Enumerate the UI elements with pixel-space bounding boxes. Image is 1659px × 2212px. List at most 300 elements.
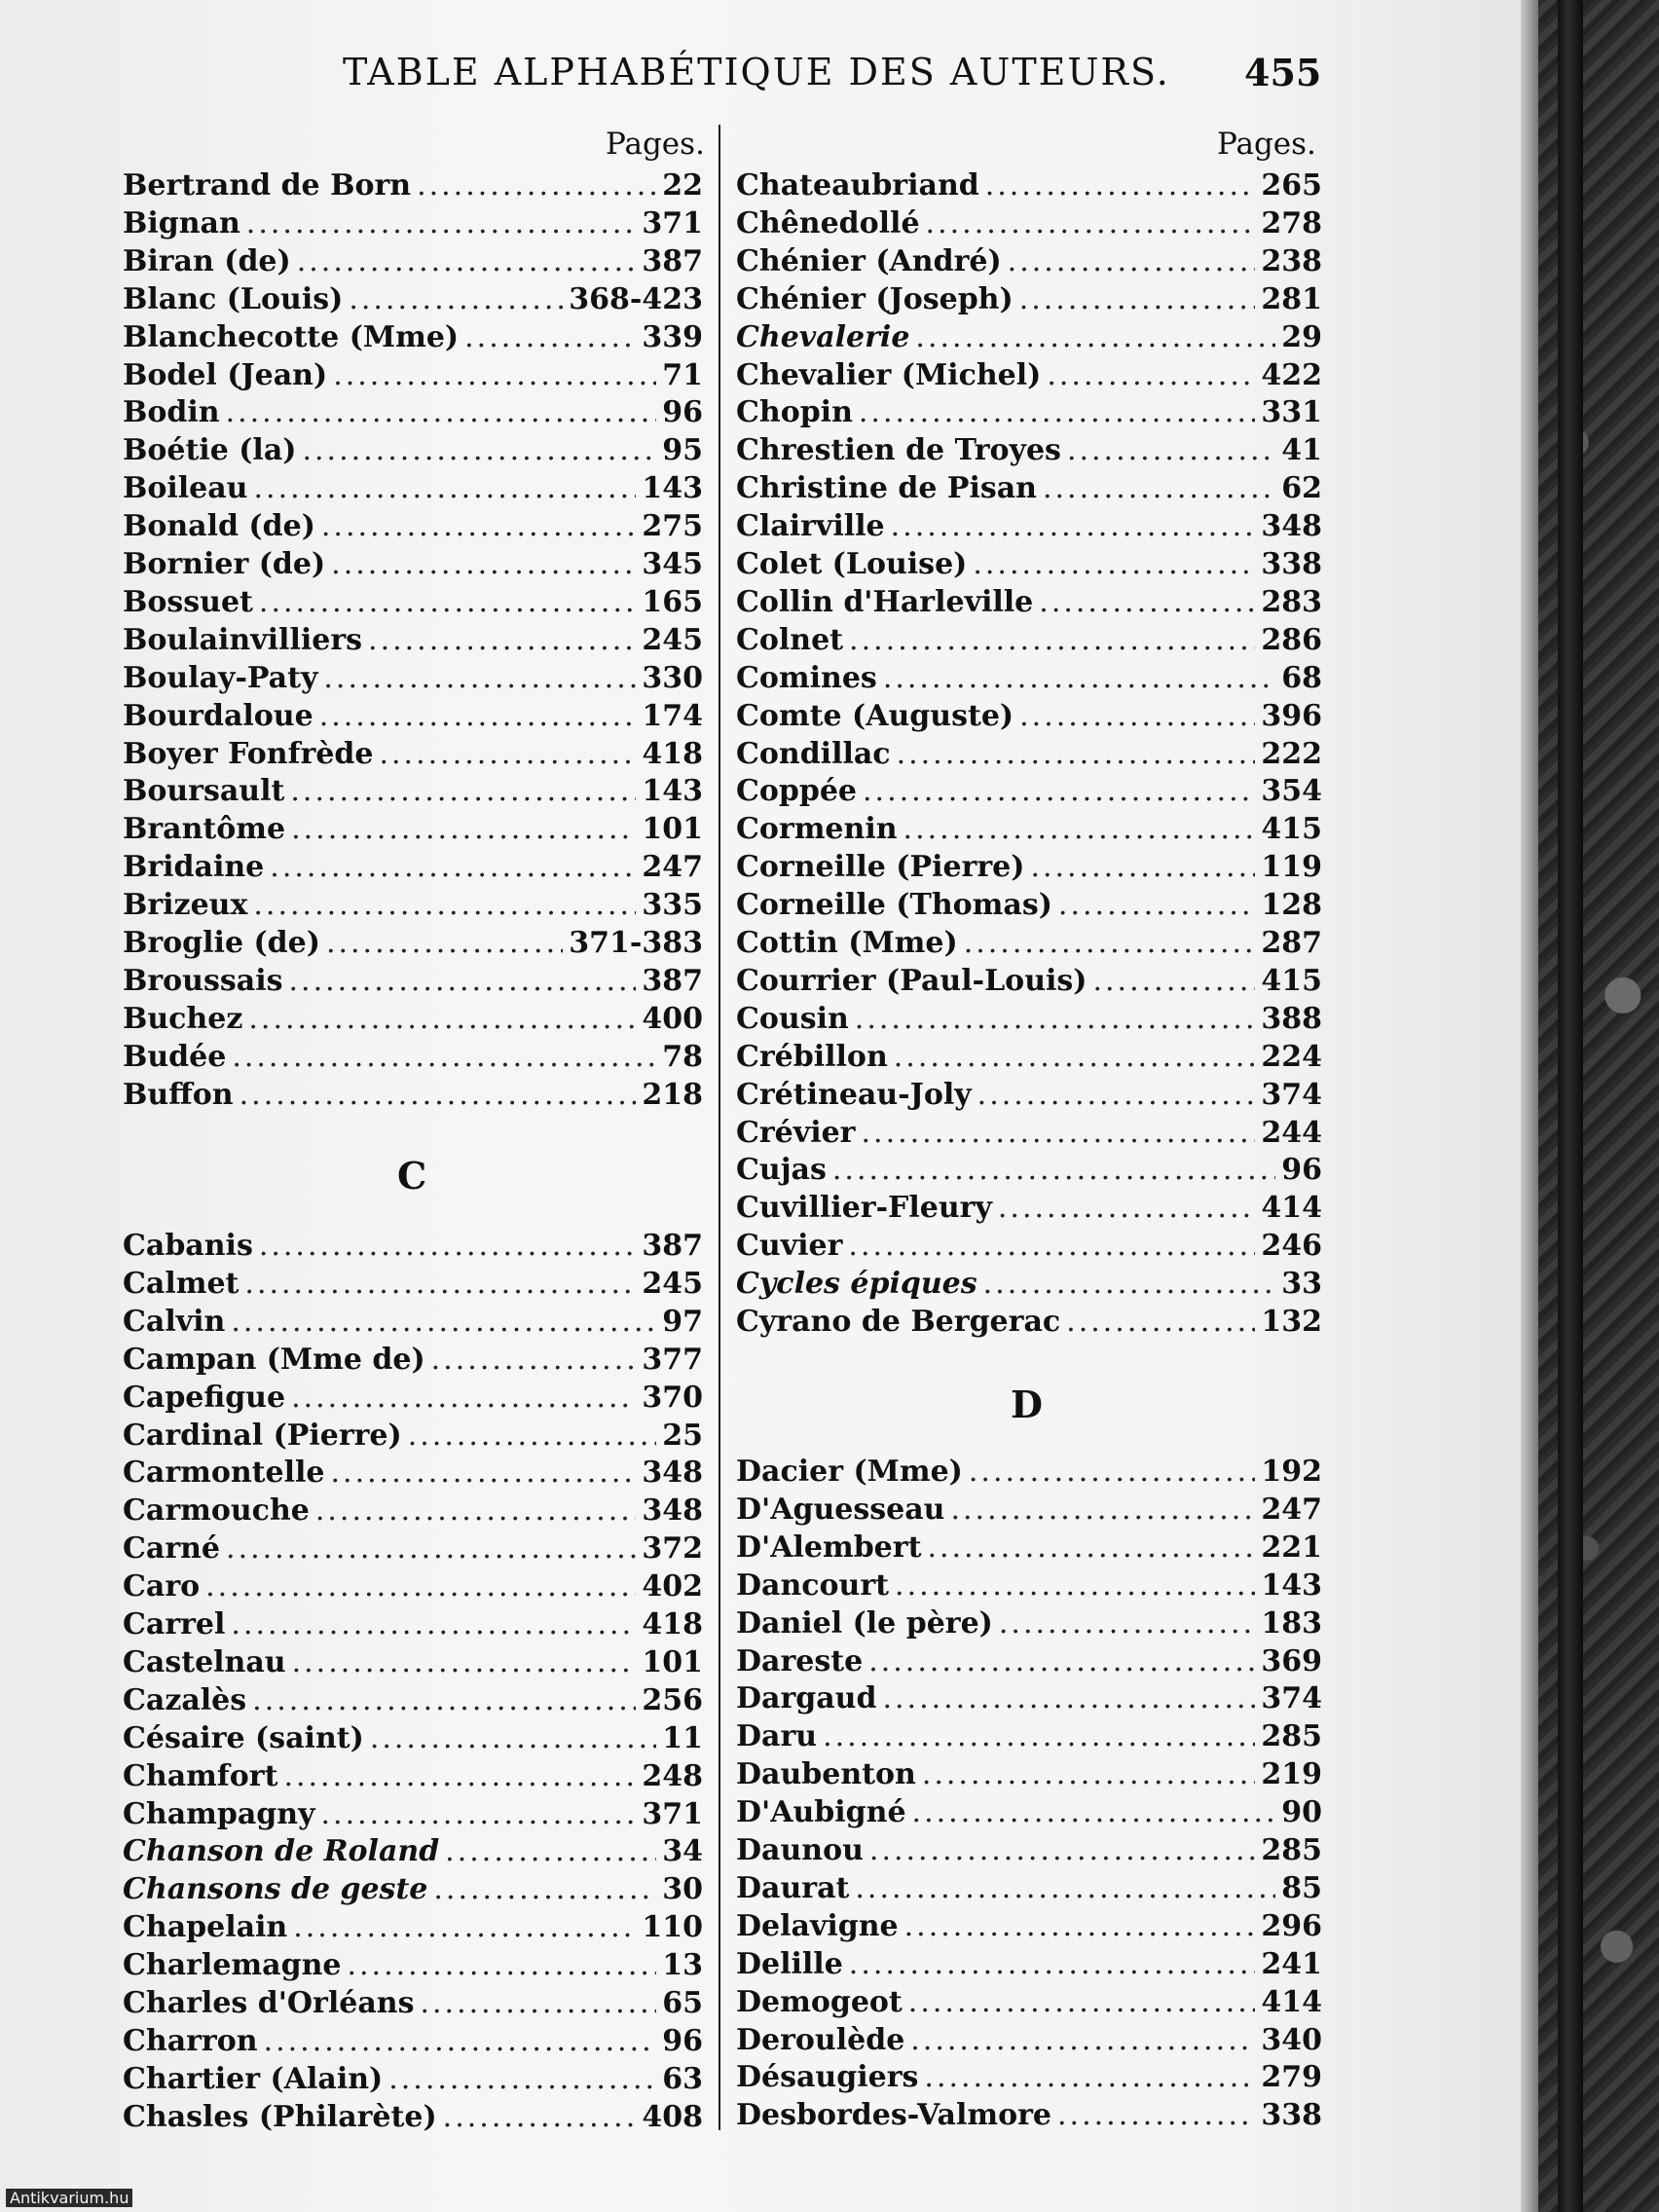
entry-name: Carrel [123,1607,226,1641]
index-entry [736,433,1322,470]
entry-page: 183 [1261,1605,1322,1641]
index-entry [736,1229,1322,1266]
index-entry [736,1267,1322,1304]
entry-page: 400 [642,1001,703,1036]
entry-page: 408 [642,2099,703,2134]
leader-dots [388,2062,656,2096]
entry-page: 279 [1261,2060,1322,2095]
entry-page: 132 [1261,1305,1322,1339]
entry-page: 387 [642,243,703,278]
entry-page: 348 [642,1493,703,1529]
index-entry [736,1305,1322,1342]
leader-dots [1058,888,1255,922]
entry-page: 96 [662,2023,703,2058]
entry-name: Dargaud [736,1681,877,1716]
entry-name: Boursault [123,774,285,809]
leader-dots [246,206,637,240]
leader-dots [926,206,1256,240]
leader-dots [869,1833,1255,1867]
entry-name: Crébillon [736,1039,888,1074]
index-entry [123,358,703,395]
entry-name: Dacier (Mme) [736,1455,963,1489]
entry-name: Carmontelle [123,1456,325,1491]
entry-name: Bourdaloue [123,698,313,733]
entry-name: Chevalerie [736,319,910,354]
entry-name: Chevalier (Michel) [736,357,1042,392]
pages-label-right: Pages. [1217,127,1316,162]
leader-dots [910,2023,1255,2057]
entry-name: Daubenton [736,1757,916,1792]
entry-name: Chopin [736,395,853,430]
leader-dots [331,547,636,581]
leader-dots [231,1305,656,1339]
index-entry [123,623,703,660]
index-entry [123,812,703,849]
watermark: Antikvarium.hu [6,2189,132,2207]
entry-name: Biran (de) [123,243,291,278]
entry-name: Christine de Pisan [736,471,1037,506]
entry-page: 62 [1281,471,1322,506]
entry-name: Bridaine [123,850,265,885]
index-entry [736,1947,1322,1984]
entry-page: 65 [662,1986,703,2020]
entry-page: 348 [642,1456,703,1491]
leader-dots [855,1871,1275,1905]
entry-name: Cottin (Mme) [736,926,958,960]
entry-page: 372 [642,1531,703,1567]
index-entry [123,1683,703,1720]
entry-page: 338 [1261,2098,1322,2133]
index-entry [736,964,1322,1001]
index-entry [123,1645,703,1682]
entry-name: D'Alembert [736,1530,922,1565]
entry-name: Chasles (Philarète) [123,2099,437,2134]
index-entry [123,699,703,736]
index-entry [736,1568,1322,1605]
entry-page: 143 [642,774,703,809]
entry-name: Cyrano de Bergerac [736,1305,1061,1339]
entry-page: 339 [642,319,703,354]
leader-dots [226,1531,636,1566]
entry-page: 370 [642,1380,703,1415]
entry-page: 285 [1261,1719,1322,1754]
entry-page: 245 [642,622,703,657]
entry-page: 68 [1281,660,1322,695]
leader-dots [445,1834,656,1868]
entry-page: 275 [642,509,703,544]
entry-page: 374 [1261,1681,1322,1716]
entry-name: Daru [736,1719,818,1754]
index-entry [123,1381,703,1418]
entry-page: 22 [662,168,703,203]
leader-dots [912,1795,1276,1829]
leader-dots [1066,1305,1255,1339]
leader-dots [1067,433,1275,467]
leader-dots [848,1229,1255,1263]
leader-dots [349,282,563,316]
entry-name: Broglie (de) [123,926,320,960]
index-entry [123,1305,703,1342]
entry-name: Coppée [736,774,858,809]
entry-page: 85 [1281,1870,1322,1905]
entry-name: Boulay-Paty [123,660,318,695]
entry-name: Caro [123,1569,201,1604]
leader-dots [291,812,636,846]
entry-name: Colnet [736,622,844,657]
leader-dots [862,1116,1256,1150]
leader-dots [253,888,636,922]
index-entry [736,1116,1322,1153]
leader-dots [849,623,1255,657]
entry-name: Chanson de Roland [123,1834,440,1869]
leader-dots [291,1381,636,1415]
entry-name: Chartier (Alain) [123,2061,384,2096]
index-entry [123,1343,703,1380]
entry-page: 13 [662,1948,703,1983]
leader-dots [379,737,636,771]
leader-dots [302,433,656,467]
index-entry [736,1795,1322,1832]
entry-name: D'Aguesseau [736,1492,945,1527]
leader-dots [270,850,636,884]
entry-page: 90 [1281,1795,1322,1830]
index-entry [736,471,1322,508]
index-entry [736,1153,1322,1190]
index-entry [736,509,1322,546]
index-entry [736,737,1322,774]
leader-dots [977,1078,1256,1112]
entry-name: Cycles épiques [736,1267,977,1302]
leader-dots [868,1644,1255,1678]
leader-dots [859,395,1255,429]
entry-page: 354 [1261,774,1322,809]
entry-page: 101 [642,1644,703,1679]
index-entry [123,282,703,319]
entry-page: 387 [642,1229,703,1263]
entry-name: Cardinal (Pierre) [123,1418,402,1453]
entry-name: Bertrand de Born [123,168,412,203]
index-entry [736,1191,1322,1228]
index-entry [736,2060,1322,2097]
leader-dots [897,737,1256,771]
entry-name: Bornier (de) [123,547,326,581]
leader-dots [259,1229,637,1263]
entry-name: Castelnau [123,1644,286,1679]
entry-page: 283 [1261,584,1322,619]
index-entry [123,395,703,432]
entry-name: Brantôme [123,812,286,847]
entry-page: 33 [1281,1267,1322,1302]
index-entry [736,1455,1322,1492]
leader-dots [883,661,1275,695]
entry-name: Cousin [736,1001,849,1036]
entry-page: 119 [1261,850,1322,885]
entry-page: 63 [662,2061,703,2096]
index-entry [736,395,1322,432]
leader-dots [264,2024,657,2058]
entry-name: Campan (Mme de) [123,1342,425,1377]
leader-dots [903,812,1256,846]
leader-dots [1057,2098,1255,2132]
index-entry [123,471,703,508]
leader-dots [431,1343,637,1377]
leader-dots [1030,850,1255,884]
entry-page: 418 [642,1607,703,1641]
leader-dots [922,1757,1256,1791]
index-entry [736,1493,1322,1530]
entry-page: 248 [642,1758,703,1793]
leader-dots [347,1948,656,1982]
index-entry [123,1419,703,1456]
leader-dots [321,509,636,543]
entry-page: 402 [642,1569,703,1604]
entry-page: 71 [662,357,703,392]
entry-page: 96 [1281,1153,1322,1188]
entry-name: Boulainvilliers [123,622,363,657]
entry-page: 256 [642,1682,703,1717]
index-entry [736,1078,1322,1115]
entry-page: 222 [1261,736,1322,771]
index-entry [736,1909,1322,1946]
entry-name: Chénier (Joseph) [736,281,1014,316]
entry-name: Calmet [123,1266,240,1301]
entry-name: Buffon [123,1077,234,1112]
index-entry [736,282,1322,319]
index-entry [123,1040,703,1077]
marbled-cover [1538,0,1659,2212]
index-entry [123,1493,703,1530]
leader-dots [319,699,637,733]
entry-page: 241 [1261,1946,1322,1981]
entry-name: D'Aubigné [736,1795,906,1830]
index-entry [123,2024,703,2061]
leader-dots [855,1002,1256,1036]
entry-page: 101 [642,812,703,847]
index-entry [736,585,1322,622]
index-entry [123,1531,703,1568]
leader-dots [882,1681,1255,1715]
entry-name: Chateaubriand [736,168,979,203]
index-entry [736,2098,1322,2135]
leader-dots [1043,471,1275,505]
index-entry [736,1833,1322,1870]
index-entry [123,1986,703,2023]
entry-page: 387 [642,963,703,998]
index-entry [736,547,1322,584]
leader-dots [254,471,637,505]
index-entry [123,1078,703,1115]
index-entry [123,320,703,357]
entry-page: 377 [642,1342,703,1377]
entry-page: 338 [1261,547,1322,581]
leader-dots [1047,358,1255,392]
entry-page: 296 [1261,1908,1322,1943]
leader-dots [417,168,656,203]
entry-page: 414 [1261,1191,1322,1226]
leader-dots [232,1040,656,1074]
entry-name: Chênedollé [736,205,920,240]
index-entry [123,1872,703,1909]
entry-page: 34 [662,1834,703,1869]
index-entry [123,1797,703,1834]
entry-page: 174 [642,698,703,733]
entry-name: Césaire (saint) [123,1720,364,1755]
entry-page: 281 [1261,281,1322,316]
index-entry [736,2023,1322,2060]
index-entry [123,774,703,811]
entry-name: Comte (Auguste) [736,698,1014,733]
entry-name: Cazalès [123,1682,247,1717]
entry-name: Colet (Louise) [736,547,968,581]
index-entry [736,1985,1322,2022]
entry-name: Dareste [736,1643,864,1678]
index-entry [736,244,1322,281]
leader-dots [443,2100,637,2134]
entry-name: Champagny [123,1796,315,1831]
index-entry [123,509,703,546]
leader-dots [323,661,636,695]
leader-dots [998,1191,1255,1225]
entry-page: 165 [642,584,703,619]
leader-dots [908,1985,1256,2019]
leader-dots [205,1569,636,1604]
leader-dots [985,168,1256,203]
leader-dots [1008,244,1256,278]
index-entry [123,964,703,1001]
entry-name: Daunou [736,1833,864,1867]
entry-page: 246 [1261,1229,1322,1264]
leader-dots [1039,585,1255,619]
leader-dots [289,964,637,998]
entry-page: 97 [662,1304,703,1339]
entry-name: Buchez [123,1001,243,1036]
index-entry [736,1644,1322,1681]
entry-name: Bignan [123,205,240,240]
entry-page: 414 [1261,1984,1322,2019]
entry-name: Chrestien de Troyes [736,433,1061,468]
entry-name: Calvin [123,1304,226,1339]
leader-dots [252,1683,636,1717]
entry-name: Condillac [736,736,891,771]
entry-name: Bonald (de) [123,509,315,544]
index-entry [123,737,703,774]
entry-name: Bodin [123,395,220,430]
index-entry [123,2100,703,2137]
entry-page: 41 [1281,433,1322,468]
leader-dots [1092,964,1255,998]
entry-page: 11 [662,1720,703,1755]
index-entry [736,320,1322,357]
entry-page: 340 [1261,2022,1322,2057]
index-entry [736,1757,1322,1794]
index-entry [736,1871,1322,1908]
leader-dots [259,585,636,619]
index-entry [123,1759,703,1796]
entry-name: Crévier [736,1115,856,1150]
leader-dots [244,1267,636,1301]
entry-page: 330 [642,660,703,695]
entry-name: Chapelain [123,1910,288,1945]
entry-page: 128 [1261,888,1322,923]
entry-name: Delavigne [736,1908,899,1943]
entry-page: 415 [1261,812,1322,847]
index-entry [123,1267,703,1304]
index-entry [736,206,1322,243]
entry-page: 244 [1261,1115,1322,1150]
leader-dots [370,1721,656,1755]
leader-dots [895,1568,1255,1603]
entry-name: Delille [736,1946,843,1981]
entry-page: 285 [1261,1833,1322,1867]
leader-dots [293,1910,636,1944]
index-entry [123,1456,703,1493]
index-entry [123,2062,703,2099]
entry-name: Cormenin [736,812,898,847]
entry-name: Demogeot [736,1984,903,2019]
entry-page: 95 [662,433,703,468]
section-letter: D [1011,1382,1043,1426]
leader-dots [231,1607,636,1641]
entry-name: Carmouche [123,1493,310,1529]
entry-page: 348 [1261,509,1322,544]
index-entry [736,774,1322,811]
index-entry [123,433,703,470]
index-entry [736,1530,1322,1567]
index-entry [736,168,1322,205]
entry-name: Dancourt [736,1567,890,1603]
entry-page: 143 [642,471,703,506]
entry-page: 286 [1261,622,1322,657]
leader-dots [368,623,636,657]
leader-dots [1019,282,1256,316]
entry-page: 247 [642,850,703,885]
entry-name: Broussais [123,963,283,998]
index-entry [123,888,703,925]
entry-page: 331 [1261,395,1322,430]
entry-name: Desbordes-Valmore [736,2098,1052,2133]
entry-page: 96 [662,395,703,430]
leader-dots [915,320,1275,354]
leader-dots [832,1153,1275,1187]
entry-page: 245 [642,1266,703,1301]
entry-name: Daniel (le père) [736,1605,993,1641]
entry-page: 30 [662,1872,703,1907]
entry-page: 238 [1261,243,1322,278]
entry-page: 415 [1261,963,1322,998]
entry-page: 221 [1261,1530,1322,1565]
entry-page: 422 [1261,357,1322,392]
entry-page: 287 [1261,926,1322,960]
index-entry [123,168,703,205]
index-entry [123,585,703,622]
leader-dots [950,1493,1255,1527]
index-entry [736,661,1322,698]
leader-dots [420,1986,656,2020]
entry-name: Cuvillier-Fleury [736,1191,992,1226]
entry-page: 265 [1261,168,1322,203]
entry-name: Comines [736,660,877,695]
leader-dots [983,1267,1276,1301]
leader-dots [924,2060,1255,2094]
leader-dots [894,1040,1256,1074]
entry-page: 247 [1261,1492,1322,1527]
entry-name: Daurat [736,1870,850,1905]
entry-name: Boyer Fonfrède [123,736,374,771]
leader-dots [464,320,636,354]
leader-dots [999,1606,1256,1641]
index-entry [736,850,1322,887]
leader-dots [891,509,1256,543]
